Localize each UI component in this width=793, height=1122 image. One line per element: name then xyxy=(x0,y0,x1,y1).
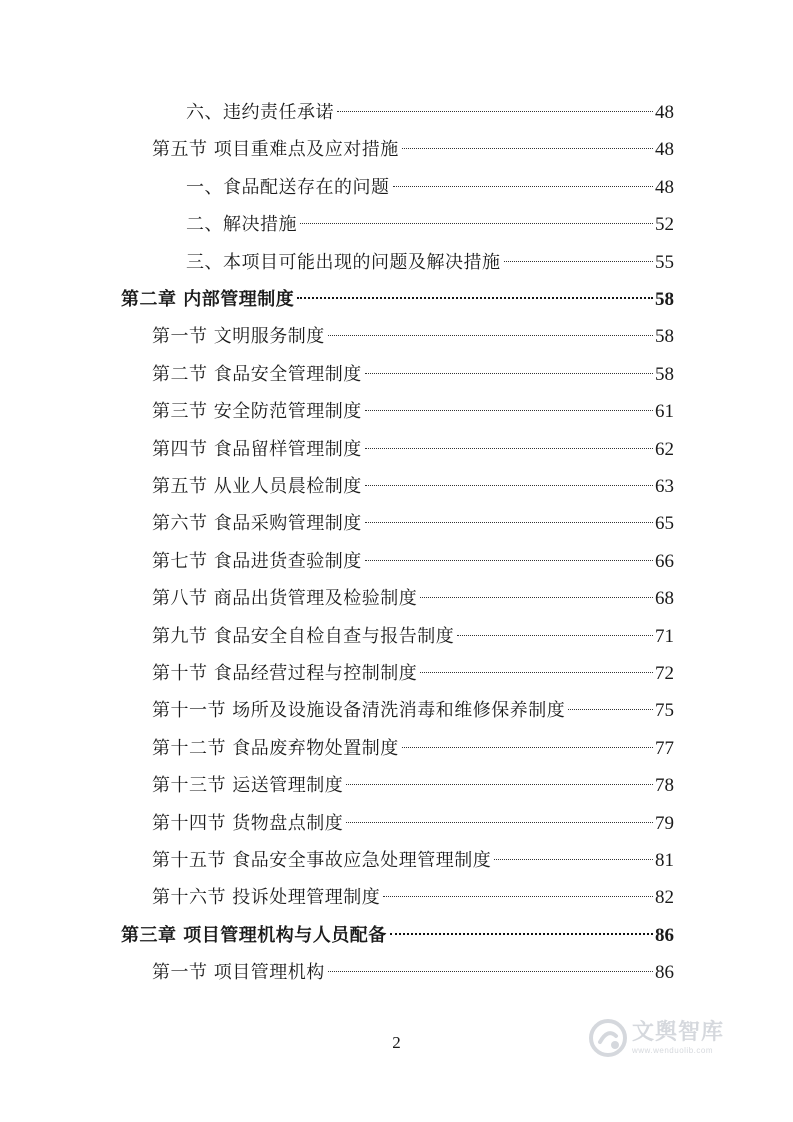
toc-dot-leader xyxy=(300,223,653,224)
toc-entry-page: 75 xyxy=(655,700,674,722)
toc-entry-title: 六、违约责任承诺 xyxy=(186,102,334,123)
toc-entry-section[interactable] xyxy=(152,435,674,465)
toc-dot-leader xyxy=(365,560,653,561)
toc-entry-section[interactable] xyxy=(152,135,674,165)
toc-entry-page: 65 xyxy=(655,513,674,535)
toc-entry-item[interactable] xyxy=(186,173,674,203)
toc-entry-page: 66 xyxy=(655,550,674,572)
toc-dot-leader xyxy=(402,148,653,149)
toc-entry-section[interactable] xyxy=(152,322,674,352)
toc-entry-title: 二、解决措施 xyxy=(186,214,297,236)
toc-entry-section[interactable] xyxy=(152,734,674,764)
toc-dot-leader xyxy=(393,186,654,187)
toc-entry-item[interactable] xyxy=(186,248,674,278)
toc-entry-title: 第四节 食品留样管理制度 xyxy=(152,438,362,460)
toc-entry-page: 71 xyxy=(655,625,674,647)
toc-entry-section[interactable] xyxy=(152,958,674,988)
toc-entry-page: 58 xyxy=(655,289,674,310)
toc-entry-section[interactable] xyxy=(152,472,674,502)
toc-entry-page: 63 xyxy=(655,476,674,497)
toc-entry-title: 第七节 食品进货查验制度 xyxy=(152,550,362,572)
toc-entry-page: 81 xyxy=(655,850,674,871)
toc-entry-item[interactable] xyxy=(186,98,674,128)
toc-entry-title: 第五节 从业人员晨检制度 xyxy=(152,476,362,497)
toc-entry-title: 第二章 内部管理制度 xyxy=(121,289,295,310)
toc-entry-page: 58 xyxy=(655,326,674,348)
toc-dot-leader xyxy=(337,111,653,112)
toc-entry-page: 78 xyxy=(655,775,674,797)
toc-entry-section[interactable] xyxy=(152,547,674,577)
toc-entry-title: 第十四节 货物盘点制度 xyxy=(152,812,344,834)
toc-dot-leader xyxy=(494,859,653,860)
toc-entry-item[interactable] xyxy=(186,210,674,240)
toc-entry-section[interactable] xyxy=(152,696,674,726)
toc-dot-leader xyxy=(390,933,653,935)
toc-entry-title: 第三节 安全防范管理制度 xyxy=(152,401,362,423)
toc-entry-page: 48 xyxy=(655,139,674,161)
toc-entry-title: 第十二节 食品废弃物处置制度 xyxy=(152,737,399,759)
toc-entry-title: 第十节 食品经营过程与控制制度 xyxy=(152,663,418,684)
toc-entry-section[interactable] xyxy=(152,883,674,913)
toc-entry-title: 第十一节 场所及设施设备清洗消毒和维修保养制度 xyxy=(152,700,566,722)
toc-entry-section[interactable] xyxy=(152,846,674,876)
toc-entry-page: 48 xyxy=(655,176,674,198)
toc-entry-page: 52 xyxy=(655,214,674,236)
toc-dot-leader xyxy=(365,485,653,486)
toc-entry-title: 第一节 项目管理机构 xyxy=(152,962,325,984)
toc-dot-leader xyxy=(568,709,653,710)
toc-entry-title: 第九节 食品安全自检自查与报告制度 xyxy=(152,625,455,647)
toc-entry-title: 第十五节 食品安全事故应急处理管理制度 xyxy=(152,850,492,871)
page-number: 2 xyxy=(392,1033,401,1052)
toc-entry-title: 第二节 食品安全管理制度 xyxy=(152,363,362,385)
toc-entry-title: 三、本项目可能出现的问题及解决措施 xyxy=(186,251,501,273)
toc-entry-title: 第一节 文明服务制度 xyxy=(152,326,325,348)
toc-dot-leader xyxy=(328,335,653,336)
toc-entry-section[interactable] xyxy=(152,659,674,689)
toc-dot-leader xyxy=(365,410,653,411)
toc-dot-leader xyxy=(420,672,653,673)
toc-entry-title: 第三章 项目管理机构与人员配备 xyxy=(121,924,387,946)
toc-entry-chapter[interactable] xyxy=(121,285,674,315)
toc-entry-title: 第五节 项目重难点及应对措施 xyxy=(152,139,399,161)
toc-dot-leader xyxy=(420,597,653,598)
toc-dot-leader xyxy=(365,522,653,523)
toc-entry-section[interactable] xyxy=(152,584,674,614)
toc-entry-section[interactable] xyxy=(152,622,674,652)
toc-entry-page: 68 xyxy=(655,588,674,610)
toc-dot-leader xyxy=(328,971,653,972)
toc-entry-page: 79 xyxy=(655,812,674,834)
toc-dot-leader xyxy=(297,297,653,299)
toc-entry-page: 86 xyxy=(655,962,674,984)
toc-entry-page: 55 xyxy=(655,251,674,273)
toc-dot-leader xyxy=(346,784,653,785)
watermark xyxy=(588,1018,724,1058)
toc-entry-page: 62 xyxy=(655,438,674,460)
toc-entry-page: 48 xyxy=(655,102,674,123)
toc-entry-section[interactable] xyxy=(152,397,674,427)
toc-entry-page: 77 xyxy=(655,737,674,759)
toc-entry-page: 58 xyxy=(655,363,674,385)
watermark-brand-cn: 文舆智库 xyxy=(632,1019,725,1045)
toc-entry-section[interactable] xyxy=(152,809,674,839)
toc-entry-title: 第十三节 运送管理制度 xyxy=(152,775,344,797)
toc-entry-title: 第十六节 投诉处理管理制度 xyxy=(152,887,381,909)
toc-entry-section[interactable] xyxy=(152,509,674,539)
toc-entry-title: 第六节 食品采购管理制度 xyxy=(152,513,362,535)
toc-dot-leader xyxy=(365,373,653,374)
toc-dot-leader xyxy=(383,896,653,897)
toc-dot-leader xyxy=(402,747,653,748)
toc-entry-page: 61 xyxy=(655,401,674,423)
toc-entry-chapter[interactable] xyxy=(121,921,674,951)
toc-entry-title: 第八节 商品出货管理及检验制度 xyxy=(152,588,418,610)
watermark-logo-icon xyxy=(588,1018,628,1058)
toc-dot-leader xyxy=(346,822,653,823)
toc-entry-page: 72 xyxy=(655,663,674,684)
toc-dot-leader xyxy=(365,448,653,449)
watermark-brand-url: www.wenduolib.com xyxy=(632,1045,713,1055)
toc-entry-section[interactable] xyxy=(152,360,674,390)
toc-entry-title: 一、食品配送存在的问题 xyxy=(186,176,390,198)
toc-dot-leader xyxy=(457,635,653,636)
toc-entry-section[interactable] xyxy=(152,771,674,801)
toc-dot-leader xyxy=(504,261,654,262)
toc-entry-page: 86 xyxy=(655,924,674,946)
toc-entry-page: 82 xyxy=(655,887,674,909)
